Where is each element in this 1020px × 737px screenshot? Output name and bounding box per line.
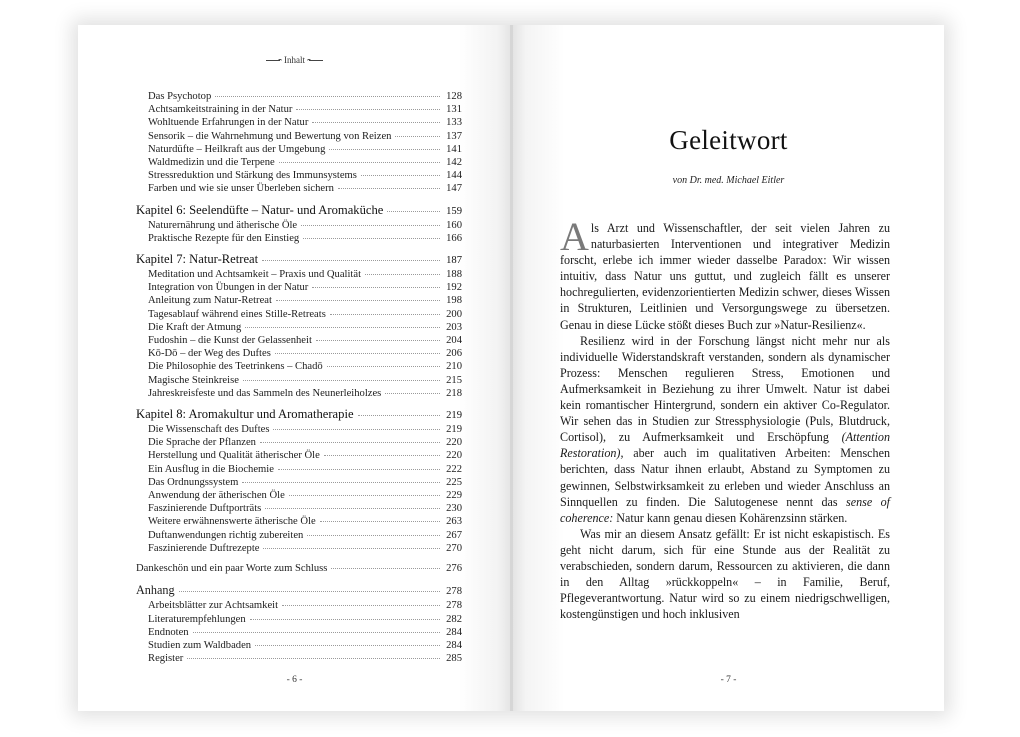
right-page-foreword	[513, 25, 944, 711]
toc-entry	[136, 268, 462, 281]
toc-entry	[136, 626, 462, 639]
toc-entry	[136, 542, 462, 555]
toc-entry	[136, 502, 462, 515]
leader-dots	[329, 149, 440, 150]
toc-entry-page: 142	[446, 157, 462, 169]
toc-entry-title: Arbeitsblätter zur Achtsamkeit	[148, 600, 279, 612]
toc-entry-page: 278	[446, 586, 462, 598]
toc-entry-title: Faszinierende Duftrezepte	[148, 542, 260, 554]
toc-entry	[136, 423, 462, 436]
leader-dots	[338, 188, 440, 189]
running-head-label: Inhalt	[284, 55, 305, 65]
leader-dots	[193, 632, 440, 633]
toc-entry-page: 282	[446, 613, 462, 625]
toc-entry-page: 203	[446, 321, 462, 333]
toc-entry-page: 198	[446, 295, 462, 307]
toc-entry-title: Waldmedizin und die Terpene	[148, 157, 275, 169]
toc-entry-page: 220	[446, 450, 462, 462]
toc-entry-title: Literaturempfehlungen	[148, 613, 246, 625]
toc-entry	[136, 476, 462, 489]
toc-chapter-entry	[136, 252, 462, 268]
toc-entry-title: Jahreskreisfeste und das Sammeln des Neunerleiholzes	[148, 387, 382, 399]
toc-entry-page: 159	[446, 205, 462, 217]
leader-dots	[327, 366, 440, 367]
leader-dots	[187, 658, 440, 659]
toc-entry	[136, 156, 462, 169]
toc-entry-page: 278	[446, 600, 462, 612]
paragraph	[560, 214, 890, 333]
toc-entry-title: Stressreduktion und Stärkung des Immunsystems	[148, 170, 357, 182]
book-spread	[78, 25, 944, 711]
toc-entry	[136, 347, 462, 360]
toc-entry-page: 133	[446, 117, 462, 129]
page-number-left: - 6 -	[286, 675, 303, 685]
toc-entry	[136, 232, 462, 245]
toc-entry-title: Duftanwendungen richtig zubereiten	[148, 529, 304, 541]
leader-dots	[179, 591, 440, 592]
toc-entry-page: 137	[446, 130, 462, 142]
toc-entry	[136, 436, 462, 449]
leader-dots	[260, 442, 440, 443]
toc-entry-page: 220	[446, 437, 462, 449]
toc-entry-page: 229	[446, 490, 462, 502]
leader-dots	[282, 605, 440, 606]
text-segment: Was mir an diesem Ansatz gefällt: Er ist nicht eskapistisch. Es geht nicht darum, sich für eine Stunde aus der Realität zu verabschieden, sondern darum, Ressourcen zu aktivieren, die dann in den Alltag »rückkoppeln« – in Familie, Beruf, Pflegeverantwortung. Natur wird so zu einem niedrigschwelligen, kostengünstigen und hoch inklusiven	[560, 526, 890, 622]
leader-dots	[242, 482, 440, 483]
toc-entry-title: Anhang	[136, 583, 175, 598]
toc-entry-title: Die Philosophie des Teetrinkens – Chadō	[148, 361, 323, 373]
leader-dots	[263, 548, 440, 549]
toc-entry	[136, 613, 462, 626]
leader-dots	[296, 109, 440, 110]
toc-entry-title: Kapitel 8: Aromakultur und Aromatherapie	[136, 407, 354, 422]
toc-entry-title: Dankeschön und ein paar Worte zum Schluss	[136, 563, 328, 575]
toc-entry	[136, 489, 462, 502]
toc-entry-title: Sensorik – die Wahrnehmung und Bewertung von Reizen	[148, 130, 392, 142]
leader-dots	[265, 508, 440, 509]
toc-entry-title: Das Psychotop	[148, 91, 212, 102]
toc-entry	[136, 360, 462, 373]
leader-dots	[331, 568, 440, 569]
leader-dots	[312, 287, 440, 288]
toc-entry-title: Farben und wie sie unser Überleben sichern	[148, 183, 334, 195]
toc-entry-page: 128	[446, 91, 462, 102]
leader-dots	[273, 429, 440, 430]
toc-entry-title: Register	[148, 653, 184, 665]
text-segment: Resilienz wird in der Forschung längst nicht mehr nur als individuelle Widerstandskraft verstanden, sondern als dynamischer Prozess: Menschen regulieren Stress, Emotionen und Aufmerksamkeit in Beziehung zu ihrer Umwelt. Natur ist dabei kein romantischer Hintergrund, sondern ein aktiver Co-Regulator. Wir sehen das in Studien zur Stressphysiologie (Puls, Blutdruck, Cortisol), zu Aufmerksamkeit und Erschöpfung	[560, 333, 890, 445]
toc-entry-title: Fudoshin – die Kunst der Gelassenheit	[148, 335, 312, 347]
toc-entry-title: Endnoten	[148, 626, 189, 638]
toc-entry	[136, 219, 462, 232]
toc-entry-page: 284	[446, 639, 462, 651]
toc-entry	[136, 321, 462, 334]
leader-dots	[387, 211, 440, 212]
leader-dots	[358, 415, 440, 416]
toc-entry-title: Kō-Dō – der Weg des Duftes	[148, 348, 271, 360]
toc-entry-title: Die Wissenschaft des Duftes	[148, 424, 270, 436]
toc-entry	[136, 90, 462, 103]
toc-entry-page: 144	[446, 170, 462, 182]
leader-dots	[307, 535, 440, 536]
toc-entry	[136, 449, 462, 462]
leader-dots	[262, 260, 440, 261]
italic-text: sense of coherence:	[560, 494, 890, 525]
toc-entry-title: Weitere erwähnenswerte ätherische Öle	[148, 516, 316, 528]
text-segment: ls Arzt und Wissenschaftler, der seit vielen Jahren zu naturbasierten Interventionen und integrativer Medizin forscht, erlebe ich immer wieder dasselbe Paradox: Wir wissen intuitiv, dass Natur uns guttut, und zugleich fällt es unserer hochregulierten, evidenzorientierten Medizin schwer, dieses Wissen in Strukturen, Leitlinien und Versorgungswege zu übersetzen. Genau in diese Lücke stößt dieses Buch zur »Natur-Resilienz«.	[560, 221, 890, 332]
toc-entry	[136, 130, 462, 143]
toc-entry	[136, 639, 462, 652]
chapter-title: Geleitwort	[669, 125, 788, 155]
toc-entry-title: Faszinierende Duftporträts	[148, 503, 262, 515]
toc-entry-title: Ein Ausflug in die Biochemie	[148, 463, 274, 475]
toc-entry-page: 147	[446, 183, 462, 195]
toc-chapter-entry	[136, 203, 462, 219]
leader-dots	[324, 455, 440, 456]
toc-entry	[136, 116, 462, 129]
toc-entry-page: 218	[446, 387, 462, 399]
toc-entry-title: Integration von Übungen in der Natur	[148, 282, 309, 294]
toc-entry-title: Die Sprache der Pflanzen	[148, 437, 256, 449]
toc-entry-title: Achtsamkeitstraining in der Natur	[148, 104, 293, 116]
toc-entry-title: Kapitel 7: Natur-Retreat	[136, 252, 259, 267]
toc-entry	[136, 281, 462, 294]
toc-entry-page: 131	[446, 104, 462, 116]
toc-entry-page: 187	[446, 255, 462, 267]
toc-entry	[136, 515, 462, 528]
toc-entry-page: 276	[446, 563, 462, 575]
toc-entry-page: 284	[446, 626, 462, 638]
toc-entry-page: 206	[446, 348, 462, 360]
leader-dots	[215, 96, 440, 97]
toc-entry	[136, 169, 462, 182]
leader-dots	[312, 122, 440, 123]
toc-entry-title: Herstellung und Qualität ätherischer Öle	[148, 450, 320, 462]
toc-entry-page: 270	[446, 542, 462, 554]
table-of-contents	[136, 90, 462, 665]
leader-dots	[276, 300, 440, 301]
toc-entry-title: Anwendung der ätherischen Öle	[148, 490, 285, 502]
toc-entry-page: 225	[446, 476, 462, 488]
toc-entry	[136, 387, 462, 400]
leader-dots	[316, 340, 440, 341]
leader-dots	[255, 645, 440, 646]
toc-entry	[136, 599, 462, 612]
toc-entry-page: 192	[446, 282, 462, 294]
toc-entry	[136, 562, 462, 575]
toc-entry-title: Meditation und Achtsamkeit – Praxis und Qualität	[148, 269, 362, 281]
paragraph	[560, 526, 890, 623]
toc-entry	[136, 334, 462, 347]
text-segment: Natur kann genau diesen Kohärenzsinn stärken.	[613, 510, 848, 525]
toc-entry-page: 210	[446, 361, 462, 373]
leader-dots	[278, 469, 440, 470]
leader-dots	[303, 238, 440, 239]
toc-entry-page: 219	[446, 410, 462, 422]
toc-entry-page: 230	[446, 503, 462, 515]
toc-entry-page: 285	[446, 653, 462, 665]
toc-entry-page: 215	[446, 374, 462, 386]
leader-dots	[275, 353, 440, 354]
drop-cap: A	[560, 214, 589, 259]
toc-entry-page: 267	[446, 529, 462, 541]
toc-entry	[136, 103, 462, 116]
leader-dots	[289, 495, 440, 496]
leader-dots	[365, 274, 440, 275]
toc-entry	[136, 463, 462, 476]
toc-entry-title: Tagesablauf während eines Stille-Retreats	[148, 308, 326, 320]
toc-entry-title: Magische Steinkreise	[148, 374, 239, 386]
toc-entry-title: Praktische Rezepte für den Einstieg	[148, 232, 300, 244]
toc-entry	[136, 374, 462, 387]
toc-entry-title: Kapitel 6: Seelendüfte – Natur- und Aromaküche	[136, 202, 384, 217]
leader-dots	[301, 225, 440, 226]
running-head	[78, 55, 511, 65]
leader-dots	[395, 136, 440, 137]
byline: von Dr. med. Michael Eitler	[672, 175, 785, 186]
text-segment: aber auch im qualitativen Arbeiten: Menschen berichten, dass Natur ihnen erlaubt, Abstand zu Symptomen zu gewinnen, Selbstwirksamkeit zu erleben und wieder Anschluss an Sinnquellen zu finden. Die Salutogenese nennt das	[560, 446, 890, 509]
toc-entry	[136, 652, 462, 665]
toc-entry	[136, 294, 462, 307]
toc-entry-page: 141	[446, 143, 462, 155]
ornament-right-icon	[309, 60, 323, 61]
toc-entry	[136, 529, 462, 542]
toc-entry-title: Das Ordnungssystem	[148, 476, 239, 488]
paragraph	[560, 333, 890, 526]
leader-dots	[279, 162, 440, 163]
toc-entry-title: Die Kraft der Atmung	[148, 321, 242, 333]
toc-entry-page: 222	[446, 463, 462, 475]
toc-entry-page: 160	[446, 219, 462, 231]
leader-dots	[361, 175, 440, 176]
toc-entry-title: Studien zum Waldbaden	[148, 639, 252, 651]
italic-text: (Attention Restoration),	[560, 430, 890, 461]
toc-entry-title: Naturernährung und ätherische Öle	[148, 219, 298, 231]
toc-entry-page: 188	[446, 269, 462, 281]
toc-entry-page: 263	[446, 516, 462, 528]
toc-entry-title: Anleitung zum Natur-Retreat	[148, 295, 272, 307]
toc-entry-title: Wohltuende Erfahrungen in der Natur	[148, 117, 309, 129]
ornament-left-icon	[266, 60, 280, 61]
toc-entry-page: 204	[446, 335, 462, 347]
leader-dots	[245, 327, 440, 328]
left-page-toc	[78, 25, 511, 711]
toc-entry	[136, 182, 462, 195]
leader-dots	[385, 393, 440, 394]
page-number-right: - 7 -	[720, 675, 737, 685]
toc-chapter-entry	[136, 407, 462, 423]
toc-entry-page: 166	[446, 232, 462, 244]
body-text	[560, 214, 890, 622]
toc-entry	[136, 308, 462, 321]
toc-entry	[136, 143, 462, 156]
leader-dots	[250, 619, 440, 620]
leader-dots	[330, 314, 440, 315]
toc-entry-page: 200	[446, 308, 462, 320]
toc-entry	[136, 583, 462, 599]
leader-dots	[320, 521, 440, 522]
toc-entry-page: 219	[446, 424, 462, 436]
leader-dots	[243, 380, 440, 381]
toc-entry-title: Naturdüfte – Heilkraft aus der Umgebung	[148, 143, 326, 155]
